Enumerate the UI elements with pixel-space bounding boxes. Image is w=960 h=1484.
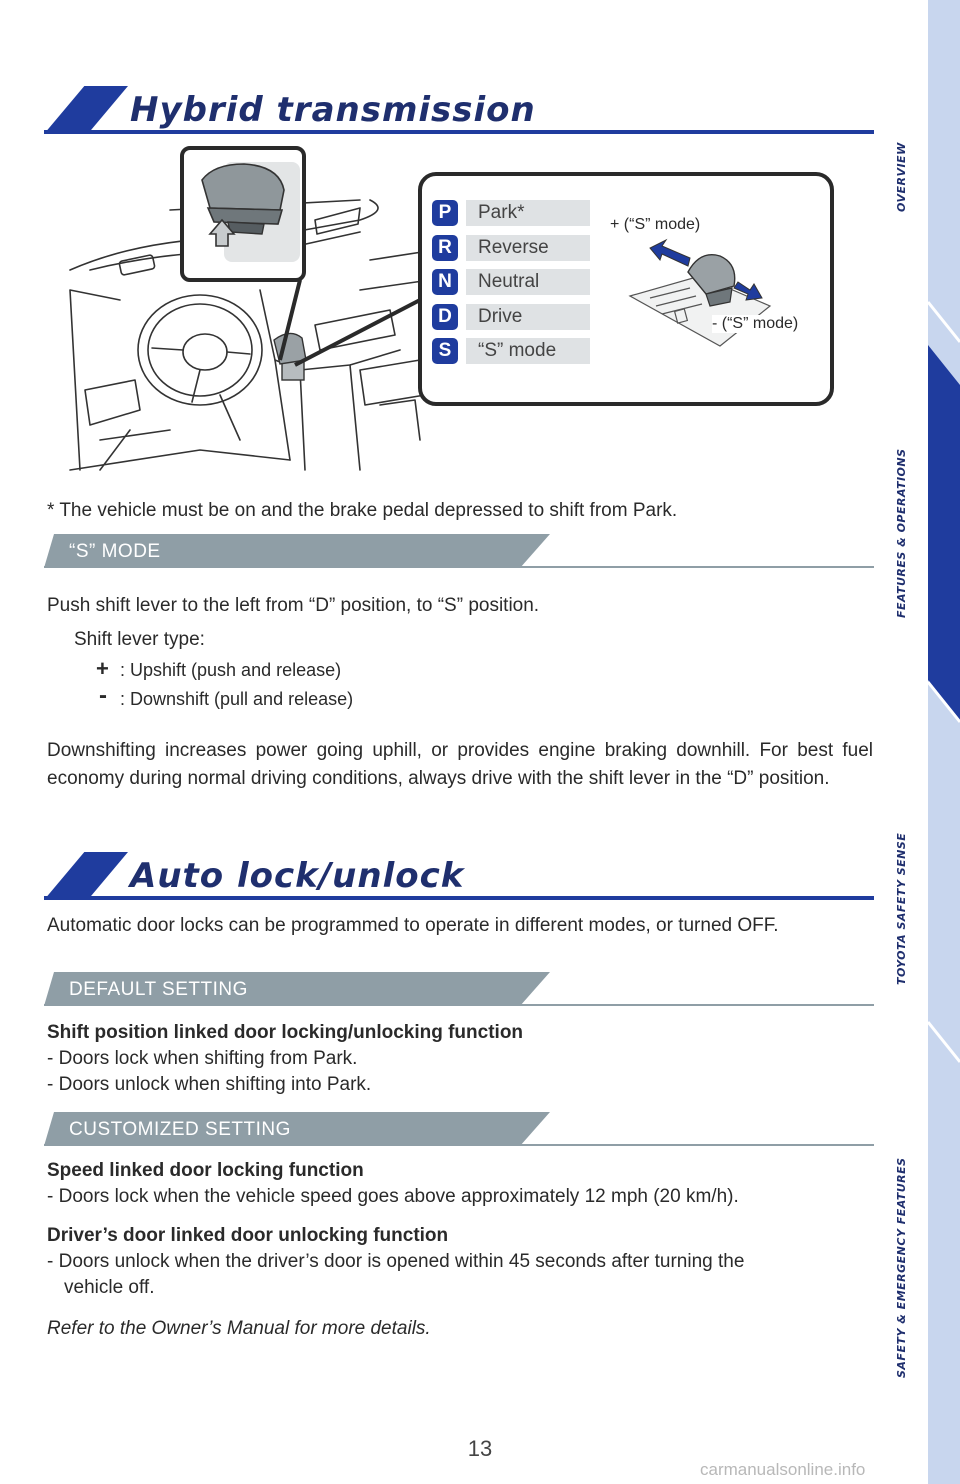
section-sidebar [928, 0, 960, 1484]
downshift-desc: : Downshift (pull and release) [120, 689, 354, 709]
gear-name: Reverse [466, 235, 590, 261]
subheader-label: DEFAULT SETTING [69, 979, 248, 1000]
owners-manual-note: Refer to the Owner’s Manual for more details. [47, 1318, 431, 1339]
section-title: Auto lock/unlock [130, 856, 465, 896]
driver-door-line1: - Doors unlock when the driver’s door is opened within 45 seconds after turning the [47, 1251, 745, 1272]
sidebar-tabs [928, 0, 960, 1484]
header-accent-tab [44, 852, 128, 900]
driver-door-title: Driver’s door linked door unlocking function [47, 1225, 449, 1246]
gear-name: Drive [466, 304, 590, 330]
gear-letter: P [432, 200, 458, 226]
gear-name: Neutral [466, 269, 590, 295]
downshift-paragraph: Downshifting increases power going uphill, or provides engine braking downhill. For best fuel economy during normal driving conditions, always drive with the shift lever in the “D” position. [47, 740, 873, 789]
speed-linked-line: - Doors lock when the vehicle speed goes above approximately 12 mph (20 km/h). [47, 1186, 739, 1207]
sidebar-tab-overview[interactable]: OVERVIEW [895, 142, 908, 212]
default-setting-title: Shift position linked door locking/unlocking function [47, 1022, 524, 1043]
default-setting-subheader [44, 972, 874, 1006]
shift-minus-label: - (“S” mode) [712, 315, 799, 332]
header-rule [44, 130, 874, 134]
page-number: 13 [467, 1436, 493, 1461]
upshift-desc: : Upshift (push and release) [120, 660, 342, 680]
watermark: carmanualsonline.info [700, 1460, 866, 1479]
sidebar-tab-emergency[interactable]: SAFETY & EMERGENCY FEATURES [895, 1157, 908, 1378]
header-rule [44, 896, 874, 900]
gear-letter: D [432, 304, 458, 330]
minus-symbol: - [99, 682, 107, 709]
park-footnote: * The vehicle must be on and the brake pedal depressed to shift from Park. [47, 500, 678, 521]
subheader-rule [44, 1144, 874, 1146]
header-accent-tab [44, 86, 128, 134]
sidebar-tab-features[interactable]: FEATURES & OPERATIONS [895, 448, 908, 618]
gear-letter: R [432, 235, 458, 261]
subheader-rule [44, 1004, 874, 1006]
default-setting-line1: - Doors lock when shifting from Park. [47, 1048, 358, 1069]
shifter-gate-illustration [620, 236, 780, 366]
default-setting-line2: - Doors unlock when shifting into Park. [47, 1074, 372, 1095]
auto-lock-intro: Automatic door locks can be programmed to operate in different modes, or turned OFF. [47, 915, 779, 936]
s-mode-intro: Push shift lever to the left from “D” position, to “S” position. [47, 595, 540, 616]
customized-setting-subheader [44, 1112, 874, 1146]
subheader-rule [44, 566, 874, 568]
driver-door-line2: vehicle off. [64, 1277, 155, 1298]
subheader-label: “S” MODE [69, 541, 161, 562]
subheader-label: CUSTOMIZED SETTING [69, 1119, 291, 1140]
gear-name: Park* [466, 200, 590, 226]
plus-symbol: + [96, 656, 109, 681]
shift-plus-label: + (“S” mode) [610, 216, 701, 233]
gear-letter: S [432, 338, 458, 364]
hybrid-transmission-header [44, 84, 874, 134]
callout-connector [240, 230, 440, 390]
gear-letter: N [432, 269, 458, 295]
lever-type-label: Shift lever type: [74, 629, 205, 650]
s-mode-subheader [44, 534, 874, 568]
section-title: Hybrid transmission [130, 90, 536, 130]
speed-linked-title: Speed linked door locking function [47, 1160, 364, 1181]
gear-name: “S” mode [466, 338, 590, 364]
auto-lock-header [44, 850, 874, 900]
sidebar-tab-safety-sense[interactable]: TOYOTA SAFETY SENSE [895, 832, 908, 985]
